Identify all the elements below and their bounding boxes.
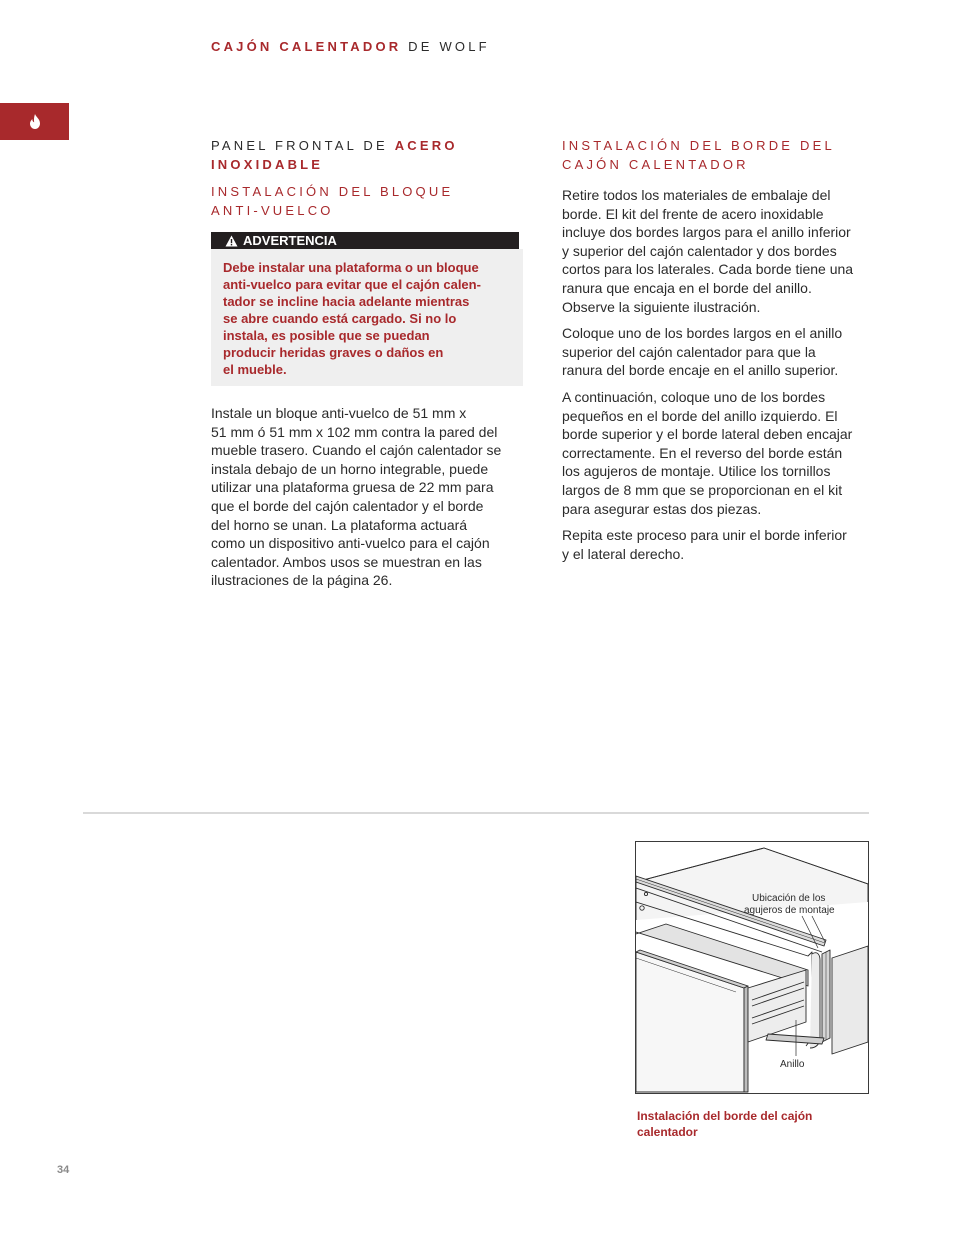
paragraph-anti-tip (211, 404, 526, 590)
text-line: mueble trasero. Cuando el cajón calentador se (211, 442, 502, 459)
header-accent: CAJÓN CALENTADOR (211, 39, 402, 54)
text-line: A continuación, coloque uno de los bordes (562, 388, 826, 405)
text-line: Observe la siguiente ilustración. (562, 298, 761, 315)
section-tab (0, 103, 69, 140)
section-title (211, 136, 526, 174)
warning-line: producir heridas graves o daños en (223, 345, 444, 360)
warning-line: instala, es posible que se puedan (223, 328, 430, 343)
left-column (211, 136, 526, 598)
text-line: correctamente. En el reverso del borde están (562, 444, 843, 461)
running-header (211, 39, 490, 54)
warning-triangle-icon (225, 235, 238, 247)
text-line: largos de 8 mm que se proporcionan en el kit (562, 481, 843, 498)
warning-box (211, 249, 523, 386)
warning-label: ADVERTENCIA (243, 233, 337, 248)
text-line: calentador. Ambos usos se muestran en las (211, 553, 482, 570)
section-title-accent: ACERO (394, 138, 458, 153)
text-line: ranura del borde encaje en el anillo superior. (562, 362, 839, 379)
section-divider (83, 812, 869, 814)
text-line: borde superior y el borde lateral deben encajar (562, 426, 853, 443)
text-line: ilustraciones de la página 26. (211, 572, 393, 589)
paragraph-4 (562, 526, 884, 563)
section-title-accent-2: INOXIDABLE (211, 157, 324, 172)
text-line: para asegurar estas dos piezas. (562, 500, 762, 517)
text-line: los agujeros de montaje. Utilice los tornillos (562, 463, 831, 480)
text-line: instala debajo de un horno integrable, puede (211, 460, 489, 477)
warning-line: anti-vuelco para evitar que el cajón calen- (223, 277, 481, 292)
text-line: del horno se unan. La plataforma actuará (211, 516, 468, 533)
trim-installation-figure (635, 841, 869, 1094)
subsection-title-anti-tip (211, 182, 526, 220)
warning-line: se abre cuando está cargado. Si no lo (223, 311, 457, 326)
subtitle-line: INSTALACIÓN DEL BORDE DEL (562, 138, 835, 153)
warming-drawer-illustration (636, 842, 868, 1093)
warning-line: el mueble. (223, 362, 287, 377)
text-line: Repita este proceso para unir el borde inferior (562, 527, 847, 544)
text-line: utilizar una plataforma gruesa de 22 mm para (211, 479, 494, 496)
right-column (562, 136, 884, 571)
caption-line: Instalación del borde del cajón (637, 1109, 813, 1123)
figure-caption (637, 1108, 867, 1140)
text-line: borde. El kit del frente de acero inoxidable (562, 205, 824, 222)
caption-line: calentador (637, 1125, 698, 1139)
subtitle-line: INSTALACIÓN DEL BLOQUE (211, 184, 454, 199)
text-line: ranura que encaja en el borde del anillo. (562, 279, 812, 296)
section-title-plain: PANEL FRONTAL DE (211, 138, 395, 153)
label-mounting-holes-2: agujeros de montaje (744, 905, 835, 916)
text-line: y superior del cajón calentador y dos bordes (562, 242, 837, 259)
warning-line: Debe instalar una plataforma o un bloque (223, 260, 479, 275)
label-ring: Anillo (780, 1059, 805, 1070)
paragraph-1 (562, 186, 884, 316)
text-line: Coloque uno de los bordes largos en el anillo (562, 325, 843, 342)
page-number: 34 (57, 1164, 70, 1176)
text-line: Retire todos los materiales de embalaje del (562, 187, 831, 203)
text-line: cortos para los laterales. Cada borde tiene una (562, 261, 854, 278)
paragraph-3 (562, 388, 884, 518)
subtitle-line: CAJÓN CALENTADOR (562, 157, 749, 172)
text-line: como un dispositivo anti-vuelco para el cajón (211, 535, 490, 552)
label-mounting-holes: Ubicación de los (752, 893, 826, 904)
header-rest: DE WOLF (401, 39, 490, 54)
text-line: 51 mm ó 51 mm x 102 mm contra la pared del (211, 423, 498, 440)
text-line: y el lateral derecho. (562, 545, 685, 562)
text-line: Instale un bloque anti-vuelco de 51 mm x (211, 405, 467, 421)
paragraph-2 (562, 324, 884, 380)
flame-icon (29, 114, 41, 129)
warning-header (211, 232, 519, 249)
warning-line: tador se incline hacia adelante mientras (223, 294, 470, 309)
text-line: que el borde del cajón calentador y el borde (211, 497, 484, 514)
subtitle-line: ANTI-VUELCO (211, 203, 334, 218)
text-line: superior del cajón calentador para que la (562, 343, 816, 360)
text-line: pequeños en el borde del anillo izquierdo. El (562, 407, 838, 424)
text-line: incluye dos bordes largos para el anillo inferior (562, 224, 851, 241)
subsection-title-trim (562, 136, 884, 174)
